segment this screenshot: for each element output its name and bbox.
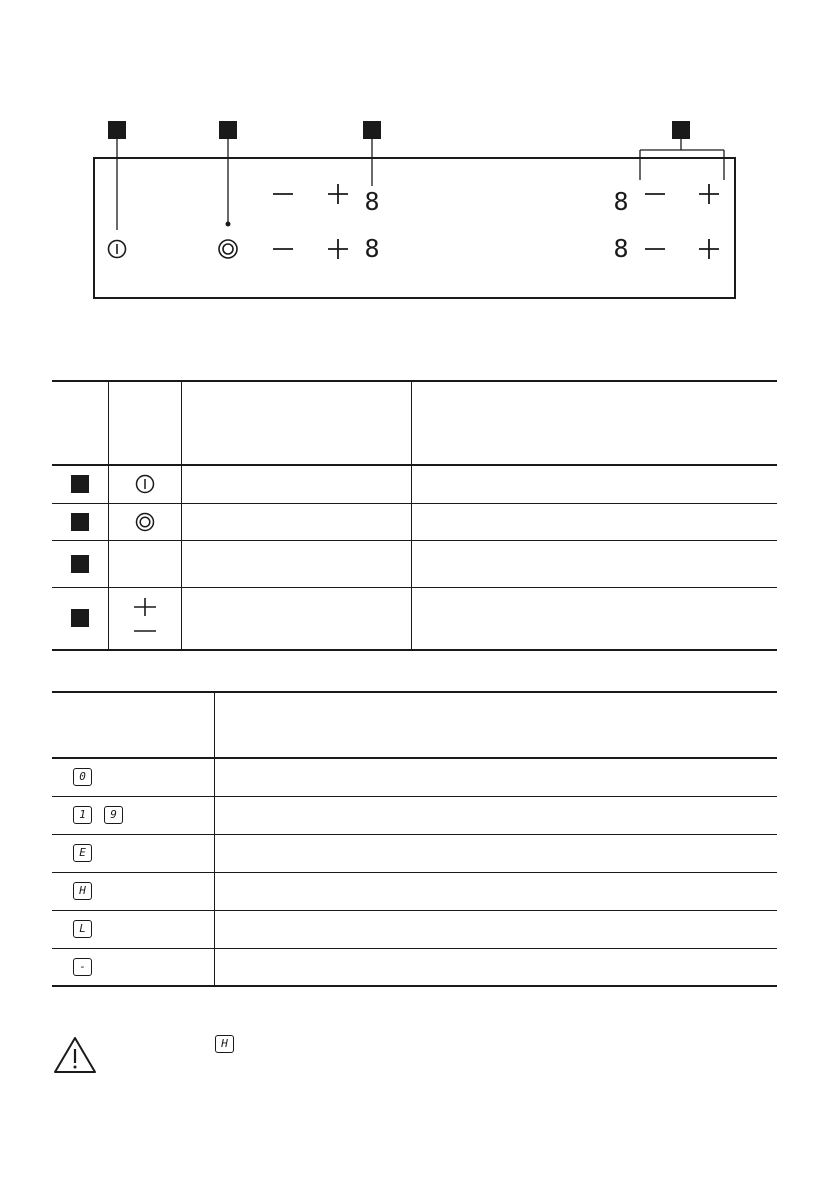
controls-table — [52, 380, 777, 651]
table-row — [52, 796, 777, 834]
callout-marker-1 — [71, 475, 89, 493]
heat-setting-display: 8 — [364, 187, 380, 216]
display-symbol: 0 — [73, 768, 92, 786]
display-symbols-table — [52, 691, 777, 987]
display-symbol: 9 — [104, 806, 123, 824]
table-row — [52, 540, 777, 587]
function-cell — [411, 503, 777, 540]
header-cell — [52, 692, 214, 758]
bridge-icon[interactable] — [219, 240, 237, 258]
table-row — [52, 503, 777, 540]
description-cell — [181, 503, 411, 540]
plus-minus-icon — [132, 598, 158, 638]
description-cell — [181, 465, 411, 503]
plus-icon[interactable] — [328, 239, 348, 259]
display-symbol: 1 — [73, 806, 92, 824]
display-symbol: E — [73, 844, 92, 862]
table-row — [52, 758, 777, 796]
table-row — [52, 465, 777, 503]
table-header-row — [52, 692, 777, 758]
display-symbol: L — [73, 920, 92, 938]
callout-marker-3 — [71, 555, 89, 573]
plus-icon[interactable] — [699, 184, 719, 204]
control-panel-frame — [94, 158, 735, 298]
heat-setting-display: 8 — [364, 234, 380, 263]
description-cell — [181, 540, 411, 587]
plus-icon[interactable] — [328, 184, 348, 204]
function-cell — [411, 465, 777, 503]
callout-marker-4 — [672, 121, 690, 139]
callout-marker-1 — [108, 121, 126, 139]
table-header-row — [52, 381, 777, 465]
on-off-icon — [134, 473, 156, 495]
table-row — [52, 910, 777, 948]
description-cell — [214, 910, 777, 948]
callout-marker-4 — [71, 609, 89, 627]
table-row — [52, 834, 777, 872]
callout-marker-3 — [363, 121, 381, 139]
display-symbol: H — [73, 882, 92, 900]
table-row — [52, 872, 777, 910]
description-cell — [181, 587, 411, 650]
description-cell — [214, 796, 777, 834]
description-cell — [214, 872, 777, 910]
plus-icon[interactable] — [699, 239, 719, 259]
header-cell — [52, 381, 108, 465]
callout-marker-2 — [71, 513, 89, 531]
description-cell — [214, 948, 777, 986]
control-panel-diagram — [0, 0, 839, 320]
bridge-indicator-dot — [226, 222, 231, 227]
description-cell — [214, 758, 777, 796]
function-cell — [411, 587, 777, 650]
heat-setting-display: 8 — [613, 187, 629, 216]
heat-setting-display: 8 — [613, 234, 629, 263]
bridge-icon — [134, 511, 156, 533]
table-row — [52, 587, 777, 650]
function-cell — [411, 540, 777, 587]
warning-triangle-icon — [53, 1036, 97, 1074]
header-cell — [181, 381, 411, 465]
display-symbol: - — [73, 958, 92, 976]
description-cell — [214, 834, 777, 872]
leader-lines — [117, 139, 724, 230]
header-cell — [108, 381, 181, 465]
table-row — [52, 948, 777, 986]
header-cell — [214, 692, 777, 758]
callout-marker-2 — [219, 121, 237, 139]
display-symbol: H — [215, 1035, 234, 1053]
on-off-icon[interactable] — [109, 241, 126, 258]
header-cell — [411, 381, 777, 465]
